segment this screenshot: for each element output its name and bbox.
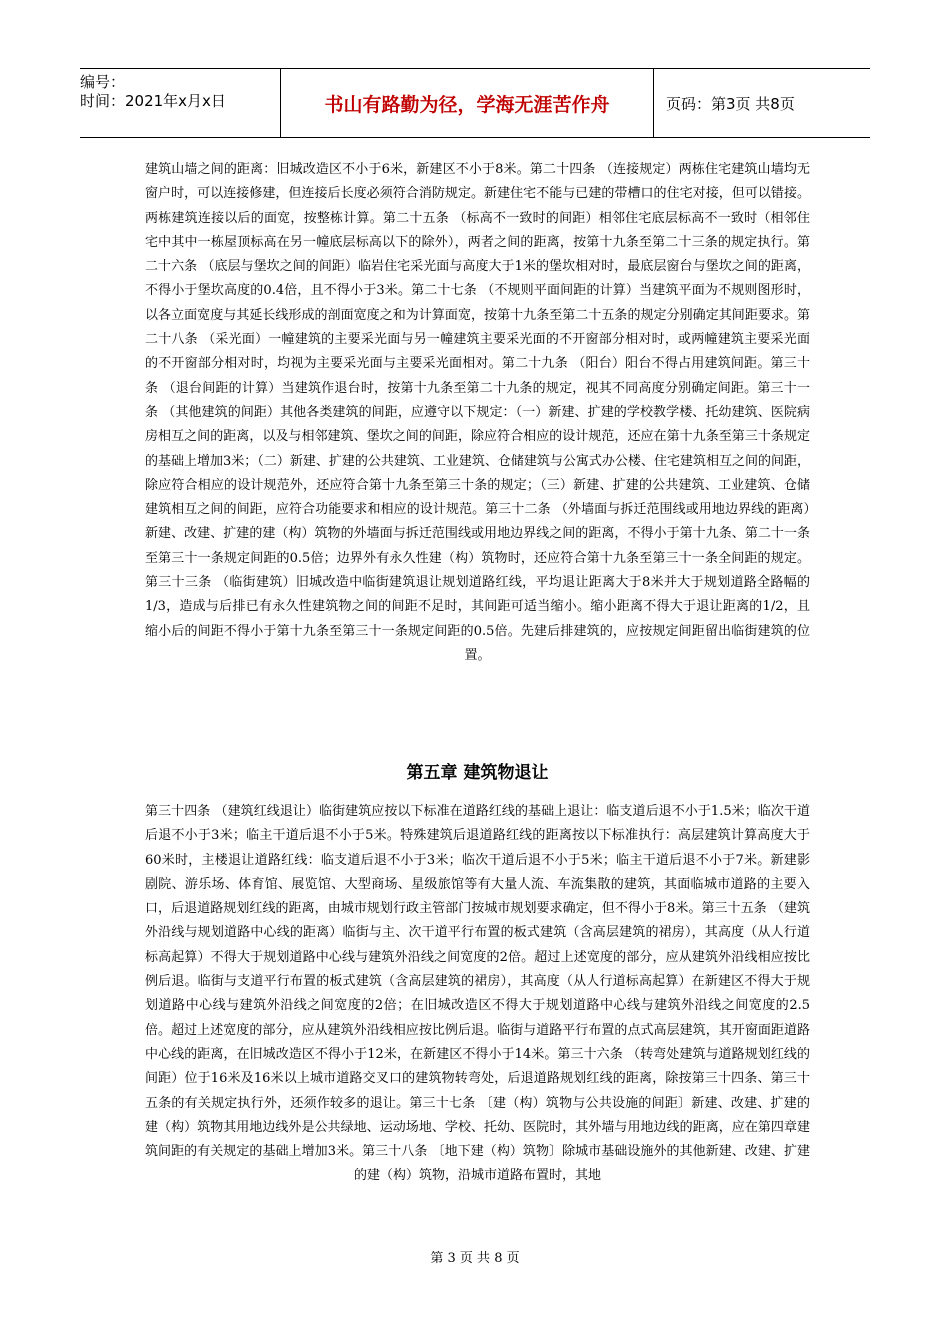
chapter-title: 第五章 建筑物退让 <box>406 763 549 783</box>
header-page-info: 页码：第3页 共8页 <box>666 94 795 113</box>
header-meta <box>80 69 281 137</box>
body-paragraph-2: 第三十四条 （建筑红线退让）临街建筑应按以下标准在道路红线的基础上退让：临支道后退不小于1.5米；临次干道后退不小于3米；临主干道后退不小于5米。特殊建筑后退道路红线的距离按以下标准执行：高层建筑计算高度大于60米时，主楼退让道路红线：临支道后退不小于3米；临次干道后退不小于5米；临主干道后退不小于7米。新建影剧院、游乐场、体育馆、展览馆、大型商场、星级旅馆等有大量人流、车流集散的建筑，其面临城市道路的主要入口，后退道路规划红线的距离，由城市规划行政主管部门按城市规划要求确定，但不得小于8米。第三十五条 （建筑外沿线与规划道路中心线的距离）临街与主、次干道平行布置的板式建筑（含高层建筑的裙房），其高度（从人行道标高起算）不得大于规划道路中心线与建筑外沿线之间宽度的2倍。超过上述宽度的部分，应从建筑外沿线相应按比例后退。临街与支道平行布置的板式建筑（含高层建筑的裙房），其高度（从人行道标高起算）在新建区不得大于规划道路中心线与建筑外沿线之间宽度的2倍；在旧城改造区不得大于规划道路中心线与建筑外沿线之间宽度的2.5倍。超过上述宽度的部分，应从建筑外沿线相应按比例后退。临街与道路平行布置的点式高层建筑，其开窗面距道路中心线的距离，在旧城改造区不得小于12米，在新建区不得小于14米。第三十六条 （转弯处建筑与道路规划红线的间距）位于16米及16米以上城市道路交叉口的建筑物转弯处，后退道路规划红线的距离，除按第三十四条、第三十五条的有关规定执行外，还须作较多的退让。第三十七条 〔建（构）筑物与公共设施的间距〕新建、改建、扩建的建（构）筑物其用地边线外是公共绿地、运动场地、学校、托幼、医院时，其外墙与用地边线的距离，应在第四章建筑间距的有关规定的基础上增加3米。第三十八条 〔地下建（构）筑物〕除城市基础设施外的其他新建、改建、扩建的建（构）筑物，沿城市道路布置时，其地 <box>145 804 810 1184</box>
number-label: 编号： <box>80 73 126 91</box>
body-paragraph-1: 建筑山墙之间的距离：旧城改造区不小于6米，新建区不小于8米。第二十四条 （连接规定）两栋住宅建筑山墙均无窗户时，可以连接修建，但连接后长度必须符合消防规定。新建住宅不能与已建的带槽口的住宅对接，但可以错接。两栋建筑连接以后的面宽，按整栋计算。第二十五条 （标高不一致时的间距）相邻住宅底层标高不一致时（相邻住宅中其中一栋屋顶标高在另一幢底层标高以下的除外），两者之间的距离，按第十九条至第二十三条的规定执行。第二十六条 （底层与堡坎之间的间距）临岩住宅采光面与高度大于1米的堡坎相对时，最底层窗台与堡坎之间的距离，不得小于堡坎高度的0.4倍，且不得小于3米。第二十七条 （不规则平面间距的计算）当建筑平面为不规则图形时，以各立面宽度与其延长线形成的剖面宽度之和为计算面宽，按第十九条至第二十五条的规定分别确定其间距要求。第二十八条 （采光面）一幢建筑的主要采光面与另一幢建筑主要采光面的不开窗部分相对时，或两幢建筑主要采光面的不开窗部分相对时，均视为主要采光面与主要采光面相对。第二十九条 （阳台）阳台不得占用建筑间距。第三十条 （退台间距的计算）当建筑作退台时，按第十九条至第二十九条的规定，视其不同高度分别确定间距。第三十一条 （其他建筑的间距）其他各类建筑的间距，应遵守以下规定：（一）新建、扩建的学校教学楼、托幼建筑、医院病房相互之间的距离，以及与相邻建筑、堡坎之间的间距，除应符合相应的设计规范，还应在第十九条至第三十条规定的基础上增加3米；（二）新建、扩建的公共建筑、工业建筑、仓储建筑与公寓式办公楼、住宅建筑相互之间的间距，除应符合相应的设计规范外，还应符合第十九条至第三十条的规定；（三）新建、扩建的公共建筑、工业建筑、仓储建筑相互之间的间距，应符合功能要求和相应的设计规范。第三十二条 （外墙面与拆迁范围线或用地边界线的距离）新建、改建、扩建的建（构）筑物的外墙面与拆迁范围线或用地边界线之间的距离，不得小于第十九条、第二十一条至第三十一条规定间距的0.5倍；边界外有永久性建（构）筑物时，还应符合第十九条至第三十一条全间距的规定。第三十三条 （临街建筑）旧城改造中临街建筑退让规划道路红线，平均退让距离大于8米并大于规划道路全路幅的1/3，造成与后排已有永久性建筑物之间的间距不足时，其间距可适当缩小。缩小距离不得大于退让距离的1/2，且缩小后的间距不得小于第十九条至第三十一条规定间距的0.5倍。先建后排建筑的，应按规定间距留出临街建筑的位置。 <box>145 162 810 663</box>
page-footer: 第 3 页 共 8 页 <box>430 1251 520 1266</box>
header-motto: 书山有路勤为径，学海无涯苦作舟 <box>281 69 654 137</box>
page-header <box>80 68 870 138</box>
date-label: 时间：2021年x月x日 <box>80 92 226 110</box>
